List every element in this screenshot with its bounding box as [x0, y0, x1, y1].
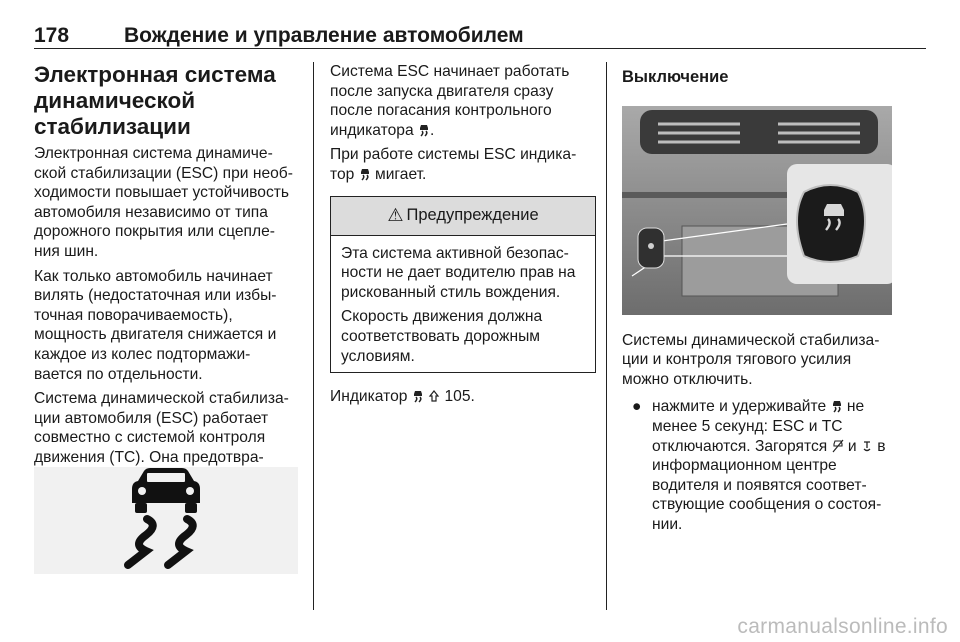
paragraph: Эта система активной безопас-ности не дает водителю прав на рискованный стиль вождения. [341, 244, 576, 301]
warning-triangle-icon: ⚠ [387, 204, 404, 225]
paragraph: Электронная система динамиче-ской стабилизации (ESC) при необ-ходимости повышает устойчивость автомобиля независимо от типа дорожного покрытия или сцепле-ния шин. [34, 145, 293, 260]
column-3 [622, 62, 892, 535]
paragraph: Индикатор 105. [330, 388, 475, 406]
tc-off-icon [861, 439, 873, 453]
page-number: 178 [34, 24, 70, 47]
paragraph: Системы динамической стабилиза-ции и контроля тягового усилия можно отключить. [622, 331, 880, 388]
section-heading: Выключение [622, 68, 729, 86]
page-header [34, 20, 926, 50]
warning-title: Предупреждение [406, 205, 539, 224]
watermark: carmanualsonline.info [737, 615, 948, 638]
header-rule [34, 48, 926, 49]
list-item: ● нажмите и удерживайте не менее 5 секунд: ESC и TC отключаются. Загорятся и в информационном центре водителя и появятся соответ-ствующие сообщения о состоя-нии. [632, 398, 886, 533]
esc-indicator-icon [831, 399, 843, 413]
esc-indicator-icon [412, 389, 424, 403]
column-divider-1 [313, 62, 314, 610]
column-1 [34, 62, 298, 492]
dashboard-illustration [622, 106, 892, 315]
bullet-icon: ● [632, 398, 642, 416]
running-title: Вождение и управление автомобилем [124, 24, 524, 47]
paragraph: Система динамической стабилиза-ции автомобиля (ESC) работает совместно с системой контроля движения (TC). Она предотвра- [34, 390, 289, 466]
column-divider-2 [606, 62, 607, 610]
esc-indicator-icon [359, 167, 371, 181]
esc-indicator-icon [418, 123, 430, 137]
dashboard-button-photo [622, 106, 892, 315]
warning-header [331, 197, 595, 236]
warning-body [331, 236, 595, 373]
warning-box [330, 196, 596, 374]
paragraph: Система ESC начинает работать после запуска двигателя сразу после погасания контрольного индикатора . [330, 63, 570, 139]
esc-symbol-illustration [34, 467, 298, 574]
paragraph: Как только автомобиль начинает вилять (недостаточная или избы-точная поворачиваемость), мощность двигателя снижается и каждое из колес подтормажи-вается по отдельности. [34, 267, 277, 383]
paragraph: При работе системы ESC индика-тор мигает. [330, 146, 577, 183]
column-2 [330, 62, 596, 412]
section-heading: Электронная система динамической стабилизации [34, 62, 276, 139]
esc-off-icon [832, 439, 844, 453]
esc-skid-car-icon [34, 467, 298, 574]
paragraph: Скорость движения должна соответствовать дорожным условиям. [341, 308, 543, 365]
page-reference-icon [428, 389, 440, 403]
